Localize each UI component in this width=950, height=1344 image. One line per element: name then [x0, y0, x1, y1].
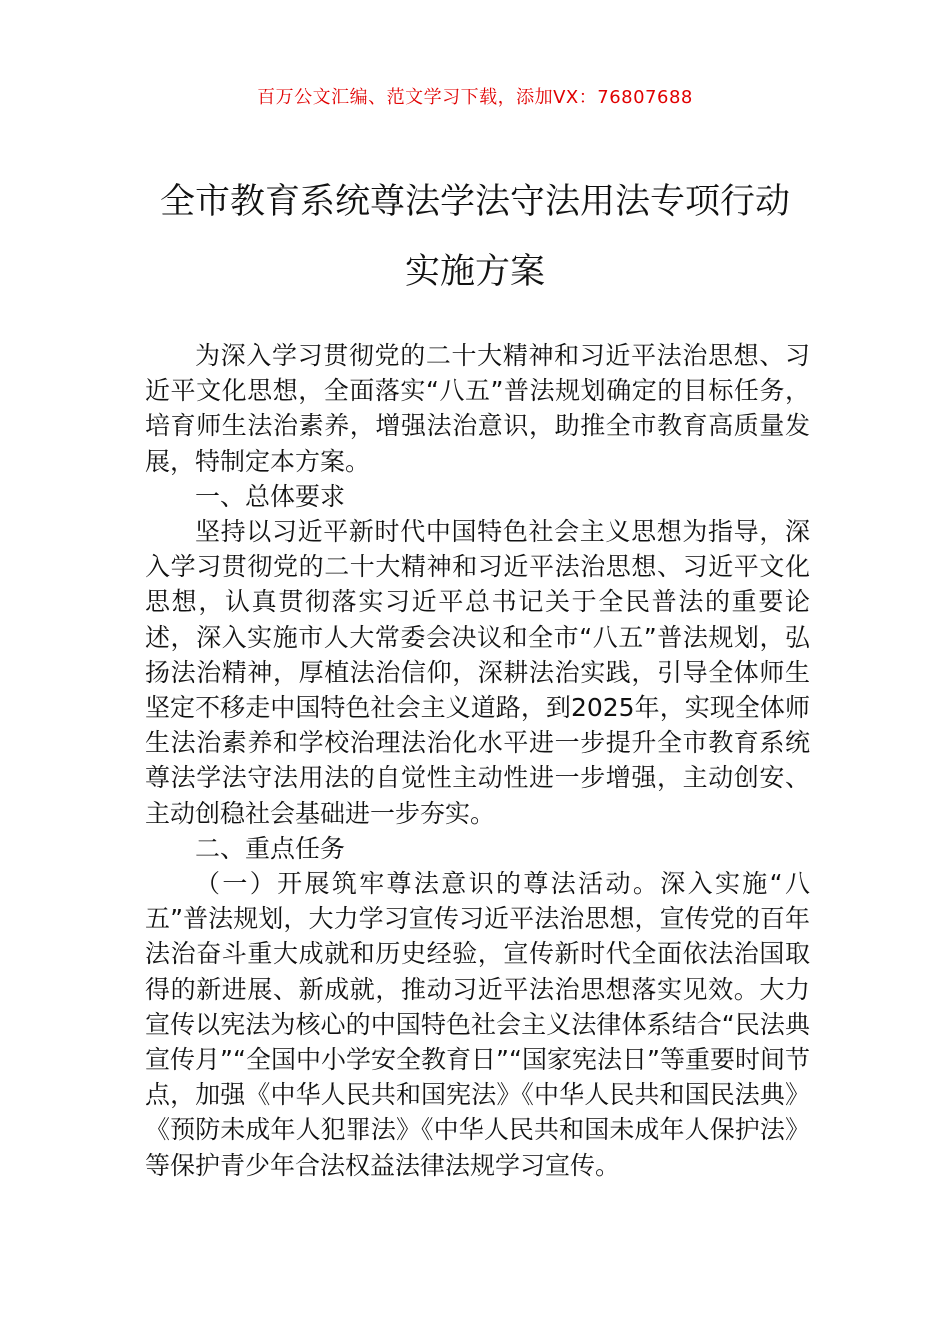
- section-heading-general-requirements: 一、总体要求: [195, 481, 346, 511]
- header-note: 百万公文汇编、范文学习下载，添加VX：76807688: [257, 87, 693, 108]
- general-requirements-paragraph: 坚持以习近平新时代中国特色社会主义思想为指导，深入学习贯彻党的二十大精神和习近平法治思想、习近平文化思想，认真贯彻落实习近平总书记关于全民普法的重要论述，深入实施市人大常委会决议和全市“八五”普法规划，弘扬法治精神，厚植法治信仰，深耕法治实践，引导全体师生坚定不移走中国特色社会主义道路，到2025年，实现全体师生法治素养和学校治理法治化水平进一步提升全市教育系统尊法学法守法用法的自觉性主动性进一步增强，主动创安、主动创稳社会基础进一步夯实。: [145, 517, 810, 828]
- intro-paragraph: 为深入学习贯彻党的二十大精神和习近平法治思想、习近平文化思想，全面落实“八五”普法规划确定的目标任务，培育师生法治素养，增强法治意识，助推全市教育高质量发展，特制定本方案。: [145, 341, 810, 476]
- key-task-1-paragraph: （一）开展筑牢尊法意识的尊法活动。深入实施“八五”普法规划，大力学习宣传习近平法治思想，宣传党的百年法治奋斗重大成就和历史经验，宣传新时代全面依法治国取得的新进展、新成就，推动习近平法治思想落实见效。大力宣传以宪法为核心的中国特色社会主义法律体系结合“民法典宣传月”“全国中小学安全教育日”“国家宪法日”等重要时间节点，加强《中华人民共和国宪法》《中华人民共和国民法典》《预防未成年人犯罪法》《中华人民共和国未成年人保护法》等保护青少年合法权益法律法规学习宣传。: [145, 869, 810, 1180]
- section-heading-key-tasks: 二、重点任务: [195, 833, 346, 863]
- document-body: [145, 338, 810, 1183]
- document-title-line-2: 实施方案: [404, 252, 545, 292]
- document-title-line-1: 全市教育系统尊法学法守法用法专项行动: [159, 182, 790, 222]
